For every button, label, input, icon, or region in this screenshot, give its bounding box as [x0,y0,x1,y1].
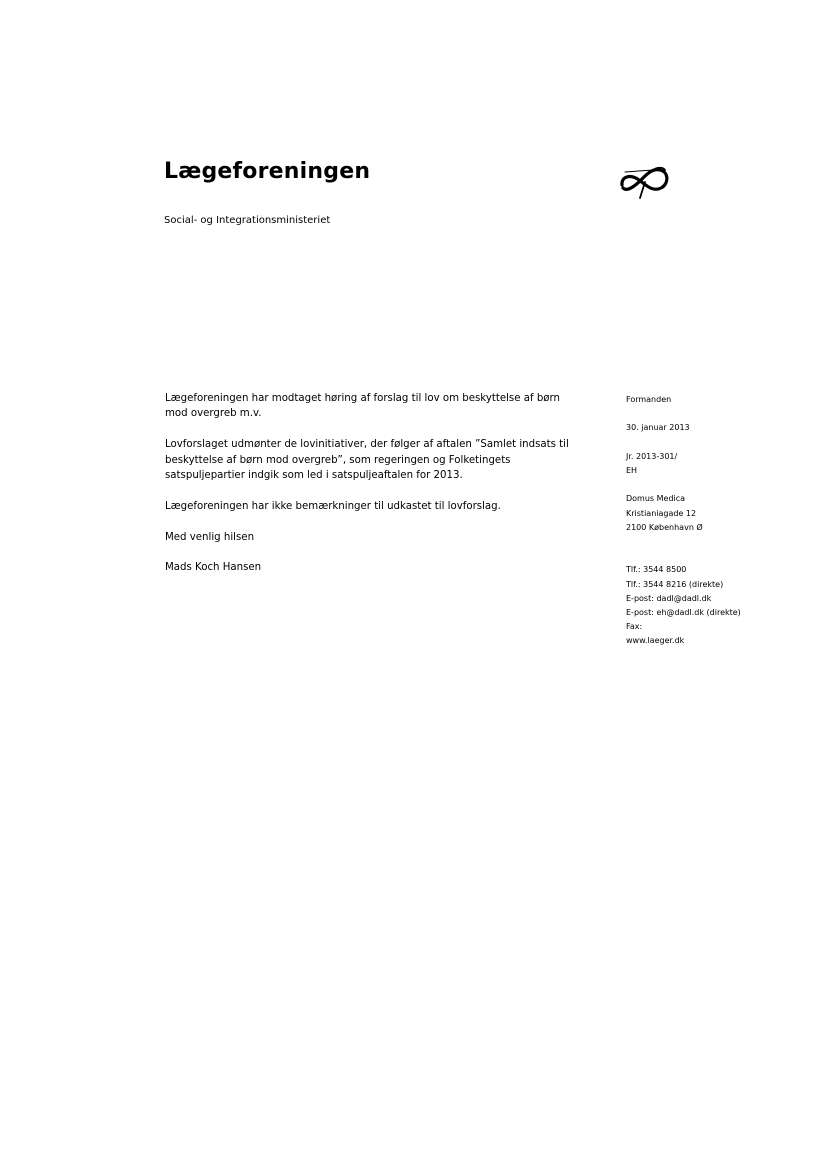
contact-email-direct: E-post: eh@dadl.dk (direkte) [626,607,741,617]
contact-phone-direct: Tlf.: 3544 8216 (direkte) [626,579,724,589]
closing-greeting: Med venlig hilsen [165,531,255,543]
paragraph-no-comments: Lægeforeningen har ikke bemærkninger til udkastet til lovforslag. [165,500,501,512]
spacer [626,478,816,492]
letter-date: 30. januar 2013 [626,423,690,433]
paragraph-bill-description: Lovforslaget udmønter de lovinitiativer, der følger af aftalen ”Samlet indsats til beskyttelse af børn mod overgreb”, som regeringen og Folketingets satspuljepartier indgik som led i satspuljeaftalen for 2013. [165,439,569,482]
address-city: 2100 København Ø [626,522,703,532]
address-building: Domus Medica [626,494,686,504]
spacer [626,436,816,450]
spacer [626,407,816,421]
aesculapius-serpent-logo-icon [619,158,671,202]
address-street: Kristianiagade 12 [626,508,697,518]
paragraph-consultation: Lægeforeningen har modtaget høring af forslag til lov om beskyttelse af børn mod overgreb m.v. [165,393,560,420]
contact-email: E-post: dadl@dadl.dk [626,593,712,603]
organization-name: Lægeforeningen [164,159,371,184]
letter-body [165,391,585,591]
journal-reference: Jr. 2013-301/ [626,451,678,461]
sender-info-sidebar [626,393,816,649]
sender-title: Formanden [626,395,672,404]
contact-phone: Tlf.: 3544 8500 [626,565,687,575]
contact-website: www.laeger.dk [626,636,685,646]
signature-name: Mads Koch Hansen [165,562,262,574]
contact-fax: Fax: [626,622,643,632]
case-initials: EH [626,465,638,475]
recipient-address: Social- og Integrationsministeriet [164,215,331,226]
spacer [626,535,816,563]
